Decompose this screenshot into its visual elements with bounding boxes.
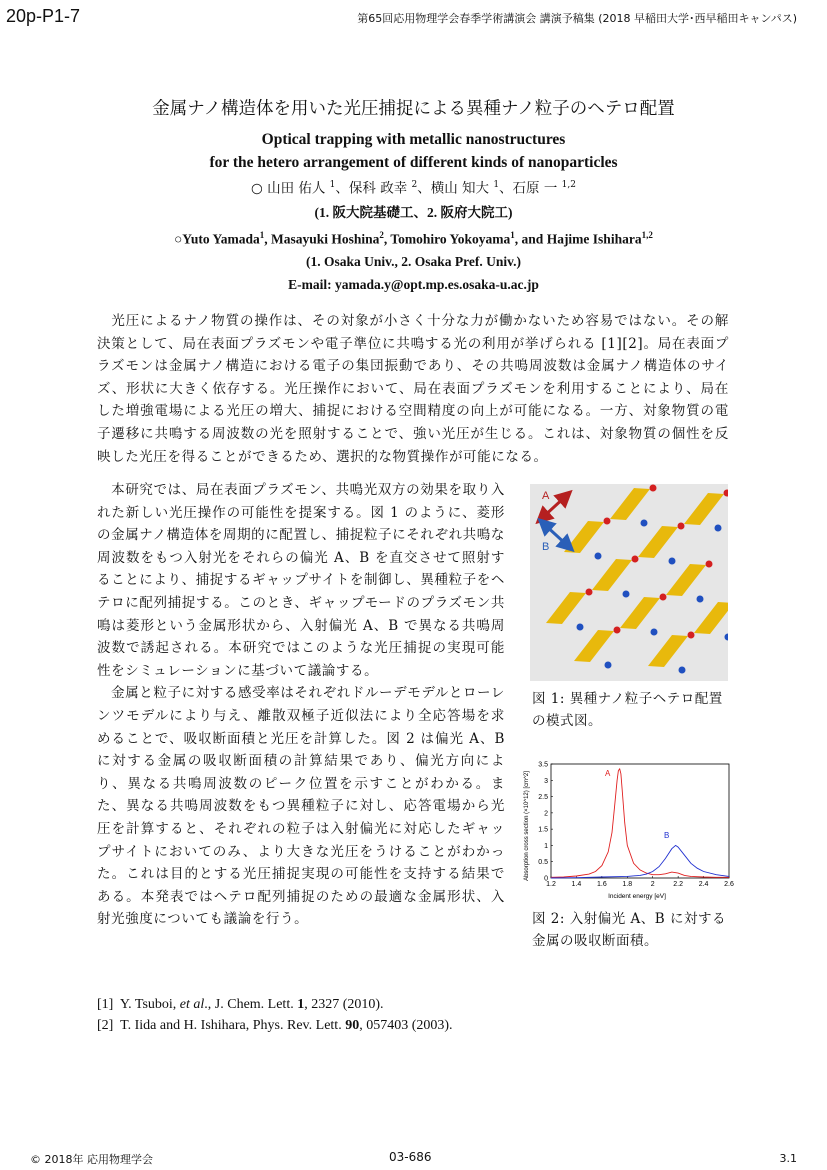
particle-blue	[715, 525, 722, 532]
figure-2-caption: 図 2: 入射偏光 A、B に対する金属の吸収断面積。	[532, 911, 726, 949]
metal-rhombus	[610, 488, 650, 520]
metal-rhombus	[648, 635, 688, 667]
particle-blue	[577, 624, 584, 631]
particle-blue	[623, 591, 630, 598]
x-tick-label: 1.8	[622, 881, 633, 888]
x-axis-label: Incident energy [eV]	[608, 893, 666, 900]
body-paragraph-2: 本研究では、局在表面プラズモン、共鳴光双方の効果を取り入れた新しい光圧操作の可能性を提案する。図 1 のように、菱形の金属ナノ構造体を周期的に配置し、捕捉粒子にそれぞれ共鳴な周波数をもつ入射光をそれらの偏光 A、B を直交させて照射することにより、捕捉するギャップサイトを制御し、異種粒子をヘテロに配列捕捉する。このとき、ギャップモードのプラズモン共鳴は菱形という金属形状から、入射偏光 A、B で異なる共鳴周波数で誘起される。本研究ではこのような光圧捕捉の実現可能性をシミュレーションに基づいて議論する。	[97, 482, 505, 679]
x-tick-label: 2.4	[698, 881, 709, 888]
particle-red	[678, 523, 685, 530]
nanostructure-array-diagram	[530, 484, 728, 681]
y-tick-label: 2.5	[538, 794, 548, 802]
y-axis-label: Absorption cross section (×10^12) [cm^2]	[524, 771, 530, 881]
affiliation-en: (1. Osaka Univ., 2. Osaka Pref. Univ.)	[305, 254, 522, 269]
references	[97, 994, 453, 1036]
particle-red	[604, 518, 611, 525]
particle-blue	[605, 662, 612, 669]
section-number: 3.1	[779, 1152, 797, 1165]
metal-rhombus	[592, 559, 632, 591]
y-tick-label: 0.5	[538, 859, 548, 867]
plot-frame	[551, 764, 729, 878]
copyright: © 2018年 応用物理学会	[30, 1153, 153, 1166]
particle-blue	[595, 553, 602, 560]
metal-rhombus	[546, 592, 586, 624]
figure-2-chart	[520, 752, 735, 902]
page-number: 03-686	[389, 1150, 432, 1164]
metal-rhombus	[574, 630, 614, 662]
particle-blue	[725, 634, 729, 641]
polarization-a-label: A	[542, 490, 550, 502]
authors-en: ○Yuto Yamada$^1$, Masayuki Hoshina$^2$, Tomohiro Yokoyama$^1$, and Hajime Ishihara$^{1,2}$	[174, 229, 653, 246]
x-tick-label: 2.6	[724, 881, 734, 888]
series-a-line	[551, 769, 729, 877]
absorption-chart	[520, 752, 735, 902]
polarization-b-label: B	[542, 541, 550, 553]
authors-jp: ○ 山田 佑人 $^1$、保科 政幸 $^2$、横山 知大 $^1$、石原 一 $^{1,2}$	[251, 180, 576, 197]
reference-2: [2] T. Iida and H. Ishihara, Phys. Rev. Lett. 90, 057403 (2003).	[97, 1018, 453, 1033]
y-tick-label: 1	[544, 842, 548, 850]
particle-blue	[679, 667, 686, 674]
y-tick-label: 0	[544, 875, 548, 883]
particle-blue	[651, 629, 658, 636]
conference-header: 第65回応用物理学会春季学術講演会 講演予稿集 (2018 早稲田大学･西早稲田キャンパス)	[357, 12, 797, 25]
particle-red	[614, 627, 621, 634]
reference-1: [1] Y. Tsuboi, et al., J. Chem. Lett. 1, 2327 (2010).	[97, 997, 384, 1012]
series-b-line	[551, 845, 729, 878]
particle-blue	[669, 558, 676, 565]
figure-1-diagram	[530, 484, 728, 681]
email: E-mail: yamada.y@opt.mp.es.osaka-u.ac.jp	[288, 277, 539, 292]
series-a-label: A	[605, 769, 611, 778]
figure-1-caption: 図 1: 異種ナノ粒子ヘテロ配置の模式図。	[532, 691, 723, 729]
particle-red	[706, 561, 713, 568]
y-tick-label: 2	[544, 810, 548, 818]
series-b-label: B	[664, 831, 670, 840]
session-code: 20p-P1-7	[6, 6, 81, 26]
affiliation-jp: (1. 阪大院基礎工、2. 阪府大院工)	[314, 204, 513, 220]
y-tick-label: 3	[544, 777, 548, 785]
body-paragraph-1: 光圧によるナノ物質の操作は、その対象が小さく十分な力が働かないため容易ではない。その解決策として、局在表面プラズモンや電子準位に共鳴する光の利用が挙げられる [1][2]。局在表面プラズモンは金属ナノ構造における電子の集団振動であり、その共鳴周波数は金属ナノ構造体のサイズ、形状に大きく依存する。光圧操作において、局在表面プラズモンを利用することにより、局在した増強電場による光圧の増大、捕捉における空間精度の向上が可能になる。一方、対象物質の電子遷移に共鳴する周波数の光を照射することで、強い光圧が生じる。これは、対象物質の個性を反映した光圧を得ることができるため、選択的な物質操作が可能になる。	[97, 313, 729, 465]
x-tick-label: 1.4	[571, 881, 582, 888]
particle-red	[660, 594, 667, 601]
metal-rhombus	[620, 597, 660, 629]
particle-red	[632, 556, 639, 563]
metal-rhombus	[694, 602, 728, 634]
particle-red	[650, 485, 657, 492]
metal-rhombus	[638, 526, 678, 558]
title-en-line1: Optical trapping with metallic nanostructures	[261, 131, 566, 148]
y-tick-label: 1.5	[538, 826, 548, 834]
particle-red	[724, 490, 729, 497]
x-tick-label: 1.6	[596, 881, 607, 888]
y-tick-label: 3.5	[538, 761, 548, 769]
particle-red	[586, 589, 593, 596]
metal-rhombus	[564, 521, 604, 553]
title-jp: 金属ナノ構造体を用いた光圧捕捉による異種ナノ粒子のヘテロ配置	[152, 99, 675, 119]
particle-red	[688, 632, 695, 639]
body-column	[97, 479, 505, 931]
title-block	[0, 95, 827, 296]
body-paragraph-3: 金属と粒子に対する感受率はそれぞれドルーデモデルとローレンツモデルにより与え、離散双極子近似法により全応答場を求めることで、吸収断面積と光圧を計算した。図 2 は偏光 A、B に対する金属の吸収断面積の計算結果であり、偏光方向により、異なる共鳴周波数のピーク位置を示すことがわかる。また、異なる共鳴周波数をもつ異種粒子に対し、応答電場から光圧を計算すると、それぞれの粒子は入射偏光に対応したギャップサイトにおいてのみ、より大きな光圧をうけることがわかった。これは目的とする光圧捕捉実現の可能性を支持する結果である。本発表ではヘテロ配列捕捉のための最適な金属形状、入射光強度についても議論を行う。	[97, 685, 505, 928]
x-tick-label: 2.2	[673, 881, 684, 888]
particle-blue	[641, 520, 648, 527]
x-tick-label: 1.2	[546, 881, 556, 888]
title-en-line2: for the hetero arrangement of different kinds of nanoparticles	[209, 154, 618, 171]
particle-blue	[697, 596, 704, 603]
metal-rhombus	[666, 564, 706, 596]
x-tick-label: 2	[650, 881, 655, 888]
metal-rhombus	[684, 493, 724, 525]
